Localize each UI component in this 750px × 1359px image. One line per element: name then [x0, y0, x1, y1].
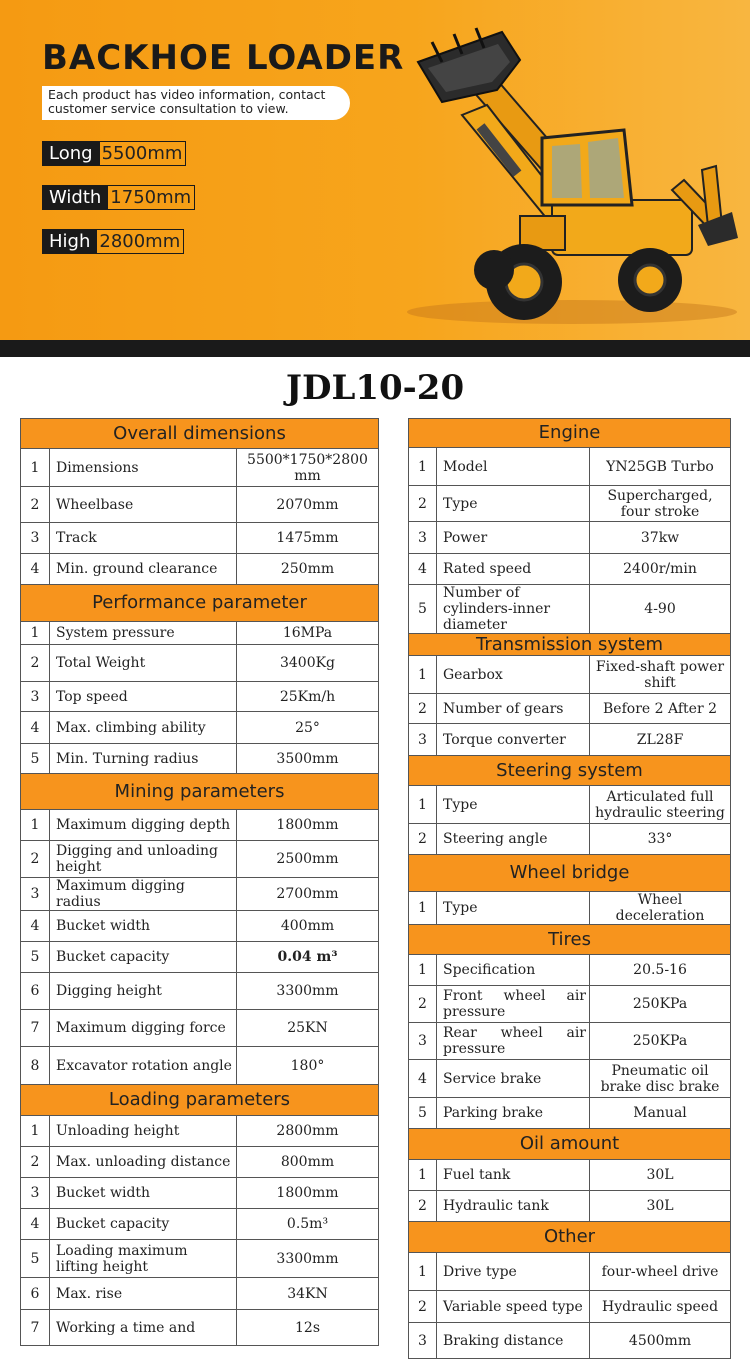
row-value: 25KN: [237, 1010, 379, 1047]
row-value: YN25GB Turbo: [590, 448, 731, 486]
row-number: 3: [21, 1178, 50, 1209]
row-number: 2: [409, 694, 437, 724]
row-value: 180°: [237, 1047, 379, 1085]
hero-title: BACKHOE LOADER: [42, 38, 405, 78]
section-header: Wheel bridge: [409, 855, 731, 892]
row-value: 1800mm: [237, 1178, 379, 1209]
row-value: Supercharged, four stroke: [590, 486, 731, 522]
row-number: 2: [21, 1147, 50, 1178]
row-label: Front wheel air pressure: [437, 986, 590, 1023]
section-header: Loading parameters: [21, 1085, 379, 1116]
row-number: 2: [409, 1191, 437, 1222]
row-value: 30L: [590, 1191, 731, 1222]
row-value: 2070mm: [237, 487, 379, 523]
row-number: 4: [21, 712, 50, 744]
row-label: Maximum digging force: [50, 1010, 237, 1047]
row-label: Max. rise: [50, 1278, 237, 1310]
row-label: Bucket width: [50, 1178, 237, 1209]
row-number: 4: [21, 1209, 50, 1240]
row-value: 250KPa: [590, 1023, 731, 1060]
row-number: 2: [21, 487, 50, 523]
section-header: Oil amount: [409, 1129, 731, 1160]
row-number: 1: [409, 955, 437, 986]
row-value: 1475mm: [237, 523, 379, 554]
row-number: 1: [21, 622, 50, 645]
row-label: Top speed: [50, 682, 237, 712]
row-label: Wheelbase: [50, 487, 237, 523]
row-number: 1: [409, 892, 437, 925]
row-value: Pneumatic oil brake disc brake: [590, 1060, 731, 1098]
row-label: Bucket width: [50, 911, 237, 942]
row-value: 250mm: [237, 554, 379, 585]
row-number: 5: [409, 1098, 437, 1129]
row-label: Min. ground clearance: [50, 554, 237, 585]
row-value: four-wheel drive: [590, 1253, 731, 1291]
row-value: 5500*1750*2800 mm: [237, 449, 379, 487]
banner-divider: [0, 340, 750, 357]
row-number: 4: [409, 554, 437, 585]
spec-label: High: [42, 229, 96, 254]
row-label: Bucket capacity: [50, 1209, 237, 1240]
row-label: Parking brake: [437, 1098, 590, 1129]
row-value: 4-90: [590, 585, 731, 634]
row-number: 1: [21, 1116, 50, 1147]
section-header: Other: [409, 1222, 731, 1253]
row-value: 3500mm: [237, 744, 379, 774]
row-number: 5: [21, 1240, 50, 1278]
row-value: 2500mm: [237, 841, 379, 878]
row-label: Type: [437, 486, 590, 522]
row-number: 4: [21, 911, 50, 942]
row-number: 6: [21, 973, 50, 1010]
row-label: Service brake: [437, 1060, 590, 1098]
row-value: 800mm: [237, 1147, 379, 1178]
spec-width: [42, 185, 195, 210]
spec-value: 2800mm: [96, 229, 184, 254]
section-header: Tires: [409, 925, 731, 955]
row-value: 250KPa: [590, 986, 731, 1023]
row-number: 3: [409, 1023, 437, 1060]
row-label: Maximum digging radius: [50, 878, 237, 911]
row-label: Specification: [437, 955, 590, 986]
row-label: Min. Turning radius: [50, 744, 237, 774]
section-header: Engine: [409, 419, 731, 448]
row-label: Model: [437, 448, 590, 486]
row-label: Power: [437, 522, 590, 554]
row-label: Rear wheel air pressure: [437, 1023, 590, 1060]
right-spec-table: [408, 418, 731, 1359]
row-number: 3: [21, 878, 50, 911]
row-label: Unloading height: [50, 1116, 237, 1147]
section-header: Mining parameters: [21, 774, 379, 810]
row-value: 3300mm: [237, 973, 379, 1010]
row-label: System pressure: [50, 622, 237, 645]
row-number: 3: [409, 1323, 437, 1359]
left-spec-table: [20, 418, 379, 1346]
row-label: Rated speed: [437, 554, 590, 585]
spec-high: [42, 229, 184, 254]
row-number: 5: [21, 744, 50, 774]
row-value: 25Km/h: [237, 682, 379, 712]
row-value: 2800mm: [237, 1116, 379, 1147]
row-label: Bucket capacity: [50, 942, 237, 973]
spec-long: [42, 141, 186, 166]
row-value: 3300mm: [237, 1240, 379, 1278]
row-label: Track: [50, 523, 237, 554]
row-value: 25°: [237, 712, 379, 744]
row-value: 16MPa: [237, 622, 379, 645]
backhoe-loader-image: [402, 20, 742, 330]
row-number: 1: [409, 786, 437, 824]
row-value: 2400r/min: [590, 554, 731, 585]
row-value: 20.5-16: [590, 955, 731, 986]
row-number: 1: [409, 656, 437, 694]
row-label: Steering angle: [437, 824, 590, 855]
row-value: 37kw: [590, 522, 731, 554]
row-label: Fuel tank: [437, 1160, 590, 1191]
row-value: ZL28F: [590, 724, 731, 756]
row-value: 3400Kg: [237, 645, 379, 682]
row-number: 4: [21, 554, 50, 585]
row-value: Hydraulic speed: [590, 1291, 731, 1323]
row-number: 2: [409, 1291, 437, 1323]
row-number: 3: [21, 682, 50, 712]
row-label: Drive type: [437, 1253, 590, 1291]
row-value: 400mm: [237, 911, 379, 942]
spec-value: 1750mm: [107, 185, 195, 210]
row-label: Max. unloading distance: [50, 1147, 237, 1178]
row-label: Hydraulic tank: [437, 1191, 590, 1222]
row-value: 4500mm: [590, 1323, 731, 1359]
row-label: Total Weight: [50, 645, 237, 682]
model-number: JDL10-20: [285, 368, 465, 408]
row-label: Torque converter: [437, 724, 590, 756]
row-number: 2: [21, 841, 50, 878]
row-value: 33°: [590, 824, 731, 855]
row-number: 1: [21, 810, 50, 841]
row-label: Dimensions: [50, 449, 237, 487]
row-label: Type: [437, 892, 590, 925]
row-value: Wheel deceleration: [590, 892, 731, 925]
row-number: 2: [409, 486, 437, 522]
row-number: 5: [409, 585, 437, 634]
row-number: 7: [21, 1310, 50, 1346]
row-value: Manual: [590, 1098, 731, 1129]
row-label: Loading maximum lifting height: [50, 1240, 237, 1278]
spec-value: 5500mm: [99, 141, 187, 166]
section-header: Steering system: [409, 756, 731, 786]
row-label: Type: [437, 786, 590, 824]
row-number: 3: [21, 523, 50, 554]
row-number: 6: [21, 1278, 50, 1310]
section-header: Overall dimensions: [21, 419, 379, 449]
row-value: 0.04 m³: [237, 942, 379, 973]
row-number: 1: [21, 449, 50, 487]
row-number: 7: [21, 1010, 50, 1047]
row-label: Max. climbing ability: [50, 712, 237, 744]
row-label: Gearbox: [437, 656, 590, 694]
row-number: 2: [409, 986, 437, 1023]
row-label: Digging height: [50, 973, 237, 1010]
row-value: 34KN: [237, 1278, 379, 1310]
row-value: 2700mm: [237, 878, 379, 911]
spec-label: Width: [42, 185, 107, 210]
row-value: Before 2 After 2: [590, 694, 731, 724]
row-number: 2: [21, 645, 50, 682]
spec-label: Long: [42, 141, 99, 166]
row-number: 3: [409, 724, 437, 756]
row-label: Working a time and: [50, 1310, 237, 1346]
row-number: 1: [409, 1160, 437, 1191]
section-header: Performance parameter: [21, 585, 379, 622]
row-value: Articulated full hydraulic steering: [590, 786, 731, 824]
row-value: 1800mm: [237, 810, 379, 841]
row-value: Fixed-shaft power shift: [590, 656, 731, 694]
section-header: Transmission system: [409, 634, 731, 656]
row-label: Variable speed type: [437, 1291, 590, 1323]
hero-description: Each product has video information, contact customer service consultation to view.: [42, 86, 350, 120]
row-value: 0.5m³: [237, 1209, 379, 1240]
row-value: 30L: [590, 1160, 731, 1191]
row-number: 4: [409, 1060, 437, 1098]
row-label: Number of cylinders-inner diameter: [437, 585, 590, 634]
row-label: Maximum digging depth: [50, 810, 237, 841]
row-label: Excavator rotation angle: [50, 1047, 237, 1085]
row-number: 5: [21, 942, 50, 973]
row-value: 12s: [237, 1310, 379, 1346]
row-label: Number of gears: [437, 694, 590, 724]
row-label: Braking distance: [437, 1323, 590, 1359]
row-number: 1: [409, 448, 437, 486]
row-label: Digging and unloading height: [50, 841, 237, 878]
row-number: 2: [409, 824, 437, 855]
row-number: 8: [21, 1047, 50, 1085]
row-number: 1: [409, 1253, 437, 1291]
row-number: 3: [409, 522, 437, 554]
